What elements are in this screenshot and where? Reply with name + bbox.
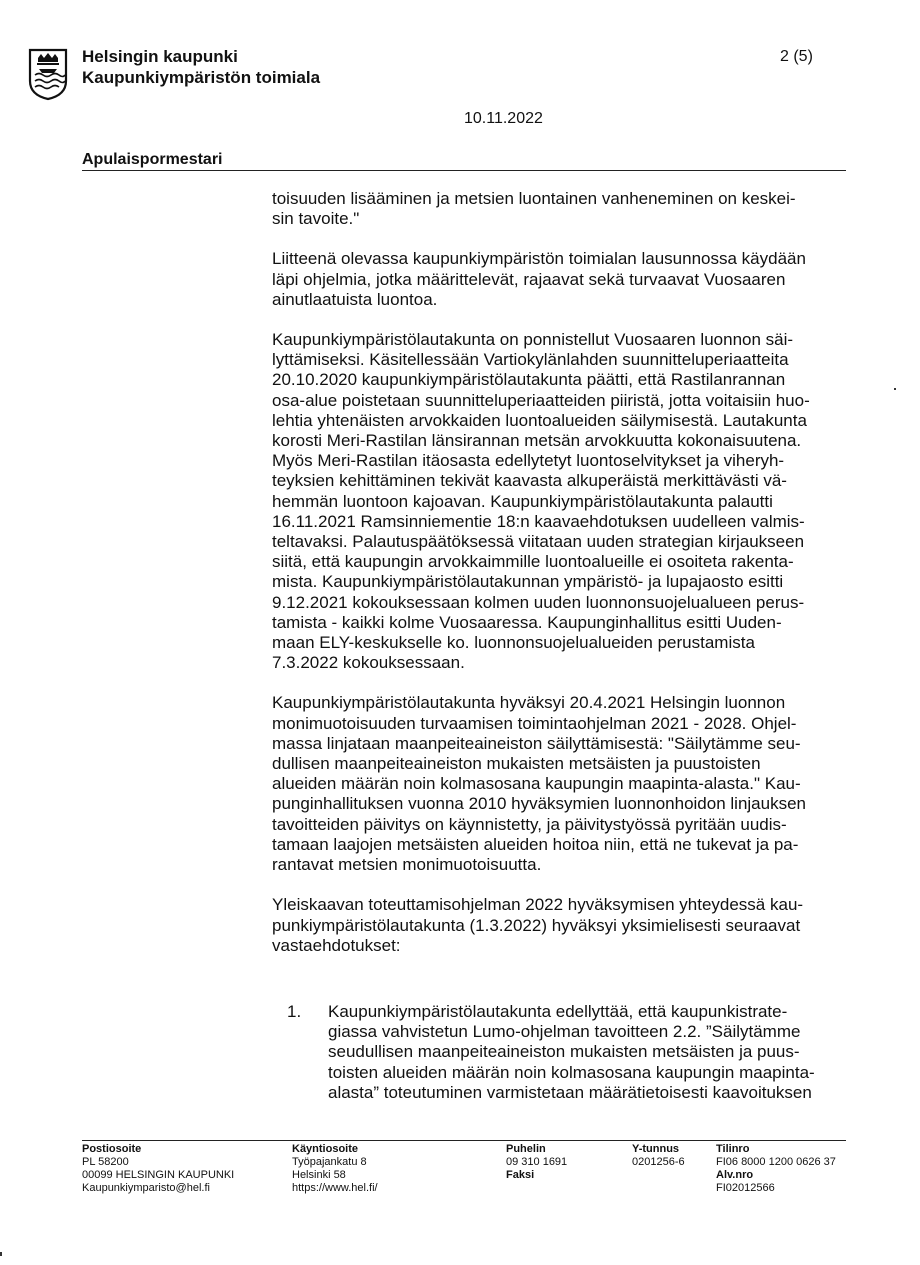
footer-vat-heading: Alv.nro [716, 1169, 754, 1181]
footer-bank-account [716, 1143, 836, 1195]
text-line: monimuotoisuuden turvaamisen toimintaohjelman 2021 - 2028. Ohjel- [272, 713, 797, 733]
text-line: Myös Meri-Rastilan itäosasta edellytetyt luontoselvitykset ja viheryh- [272, 451, 785, 471]
text-line: toisuuden lisääminen ja metsien luontainen vanheneminen on keskei- [272, 189, 796, 208]
page-number: 2 (5) [780, 48, 813, 65]
body-paragraph [272, 895, 852, 956]
text-line: lyttämiseksi. Käsitellessään Vartiokylänlahden suunnitteluperiaatteita [272, 350, 789, 370]
footer-phone [506, 1143, 567, 1182]
footer-line: Helsinki 58 [292, 1169, 346, 1181]
text-line: Kaupunkiympäristölautakunta edellyttää, että kaupunkistrate- [328, 1002, 788, 1021]
text-line: tamaan laajojen metsäisten alueiden hoitoa niin, että ne tukevat ja pa- [272, 834, 799, 854]
text-line: 20.10.2020 kaupunkiympäristölautakunta päätti, että Rastilanrannan [272, 370, 786, 390]
footer-divider [82, 1140, 846, 1141]
text-line: teyksien kehittäminen tekivät kaavasta alkuperäistä merkittävästi vä- [272, 471, 787, 491]
text-line: läpi ohjelmia, jotka määrittelevät, rajaavat sekä turvaavat Vuosaaren [272, 269, 786, 289]
text-line: osa-alue poistetaan suunnitteluperiaatteiden piiristä, jotta voitaisiin huo- [272, 390, 810, 410]
text-line: massa linjataan maanpeiteaineiston säilyttämisestä: "Säilytämme seu- [272, 733, 801, 753]
scan-speck [894, 388, 896, 390]
text-line: punkiympäristölautakunta (1.3.2022) hyväksyi yksimielisesti seuraavat [272, 915, 801, 935]
text-line: 9.12.2021 kokouksessaan kolmen uuden luonnonsuojelualueen perus- [272, 592, 805, 612]
list-item [272, 1002, 852, 1103]
footer-line: 00099 HELSINGIN KAUPUNKI [82, 1169, 235, 1181]
org-line-city: Helsingin kaupunki [82, 47, 238, 66]
text-line: Kaupunkiympäristölautakunta on ponnistellut Vuosaaren luonnon säi- [272, 330, 794, 350]
footer-heading: Tilinro [716, 1143, 750, 1155]
text-line: 16.11.2021 Ramsinniementie 18:n kaavaehdotuksen uudelleen valmis- [272, 511, 805, 531]
organization-name [82, 46, 320, 88]
footer-vat-value: FI02012566 [716, 1182, 775, 1194]
text-line: maan ELY-keskukselle ko. luonnonsuojelualueiden perustamista [272, 633, 755, 653]
document-date: 10.11.2022 [464, 110, 543, 127]
text-line: toisten alueiden määrän noin kolmasosana kaupungin maapinta- [328, 1062, 815, 1082]
body-paragraph [272, 330, 852, 673]
text-line: siitä, että kaupungin arvokkaimmille luontoalueille ei osoiteta rakenta- [272, 552, 794, 572]
body-paragraph [272, 189, 852, 229]
text-line: sin tavoite." [272, 209, 360, 229]
text-line: lehtia yhtenäisten arvokkaiden luontoalueiden säilymisestä. Lautakunta [272, 410, 807, 430]
document-body [272, 189, 852, 976]
footer-account-value: FI06 8000 1200 0626 37 [716, 1156, 836, 1168]
footer-heading: Y-tunnus [632, 1143, 680, 1155]
text-line: dullisen maanpeiteaineiston mukaisten metsäisten ja puustoisten [272, 754, 761, 774]
text-line: teltavaksi. Palautuspäätöksessä viitataan uuden strategian kirjaukseen [272, 532, 805, 552]
footer-phone-number: 09 310 1691 [506, 1156, 568, 1168]
text-line: korosti Meri-Rastilan länsirannan metsän arvokkuutta kokonaisuutena. [272, 431, 802, 451]
numbered-list [272, 1002, 852, 1103]
footer-heading: Käyntiosoite [292, 1143, 359, 1155]
body-paragraph [272, 249, 852, 310]
footer-line: Työpajankatu 8 [292, 1156, 367, 1168]
text-line: rantavat metsien monimuotoisuutta. [272, 855, 542, 875]
text-line: alueiden määrän noin kolmasosana kaupungin maapinta-alasta." Kau- [272, 774, 801, 794]
footer-line: PL 58200 [82, 1156, 129, 1168]
footer-heading: Postiosoite [82, 1143, 142, 1155]
text-line: tamista - kaikki kolme Vuosaaressa. Kaupunginhallitus esitti Uuden- [272, 612, 782, 632]
footer-email: Kaupunkiymparisto@hel.fi [82, 1182, 210, 1194]
text-line: 7.3.2022 kokouksessaan. [272, 653, 465, 673]
text-line: alasta” toteutuminen varmistetaan määrätietoisesti kaavoituksen [328, 1082, 812, 1102]
scan-speck [0, 1252, 2, 1256]
text-line: Yleiskaavan toteuttamisohjelman 2022 hyväksymisen yhteydessä kau- [272, 895, 804, 915]
footer-fax-heading: Faksi [506, 1169, 535, 1181]
text-line: Kaupunkiympäristölautakunta hyväksyi 20.4.2021 Helsingin luonnon [272, 693, 786, 713]
text-line: ainutlaatuista luontoa. [272, 289, 438, 309]
text-line: punginhallituksen vuonna 2010 hyväksymien luonnonhoidon linjauksen [272, 794, 806, 814]
header-divider [82, 170, 846, 171]
department-title: Apulaispormestari [82, 151, 223, 168]
body-paragraph [272, 693, 852, 875]
footer-heading: Puhelin [506, 1143, 546, 1155]
footer-visiting-address [292, 1143, 378, 1195]
footer-website: https://www.hel.fi/ [292, 1182, 378, 1194]
text-line: mista. Kaupunkiympäristölautakunnan ympäristö- ja lupajaosto esitti [272, 572, 784, 592]
footer-postal-address [82, 1143, 234, 1195]
footer-business-id-value: 0201256-6 [632, 1156, 685, 1168]
helsinki-coat-of-arms-icon [27, 47, 69, 101]
text-line: giassa vahvistetun Lumo-ohjelman tavoitteen 2.2. ”Säilytämme [328, 1022, 801, 1042]
list-item-number: 1. [287, 1002, 302, 1021]
text-line: tavoitteiden päivitys on käynnistetty, ja päivitystyössä pyritään uudis- [272, 814, 787, 834]
list-item-text [328, 1002, 852, 1103]
text-line: hemmän luontoon kajoavan. Kaupunkiympäristölautakunta palautti [272, 491, 773, 511]
org-line-division: Kaupunkiympäristön toimiala [82, 68, 321, 87]
text-line: Liitteenä olevassa kaupunkiympäristön toimialan lausunnossa käydään [272, 249, 806, 269]
text-line: seudullisen maanpeiteaineiston mukaisten metsäisten ja puus- [328, 1042, 800, 1062]
text-line: vastaehdotukset: [272, 935, 401, 955]
footer-business-id [632, 1143, 685, 1169]
